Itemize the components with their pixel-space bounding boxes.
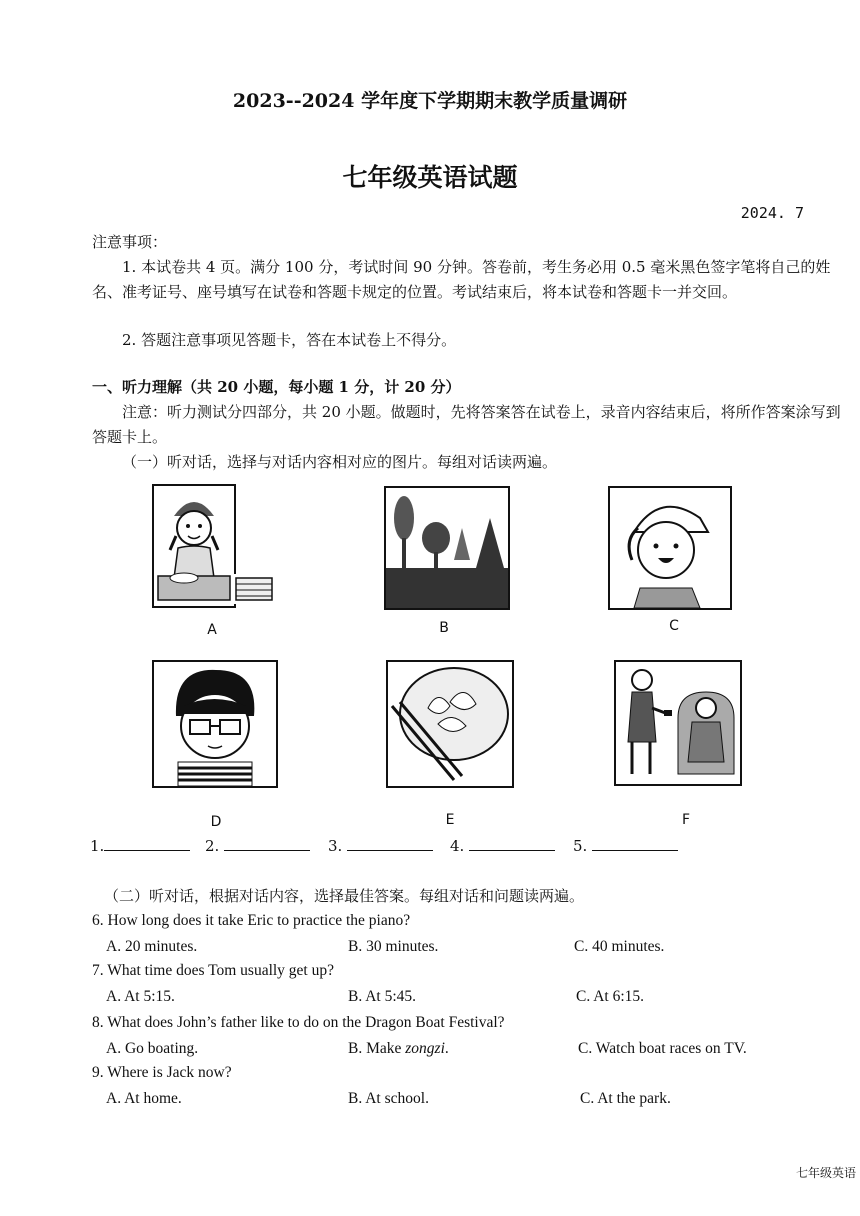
answer-blank-2: 2. xyxy=(205,836,310,855)
serving-grandmother-icon xyxy=(616,662,740,784)
picture-c xyxy=(608,486,732,610)
picture-f xyxy=(614,660,742,786)
boy-with-cap-icon xyxy=(610,488,730,608)
dumplings-icon xyxy=(388,662,512,786)
picture-c-label: C xyxy=(669,618,679,634)
question-8-option-a: A. Go boating. xyxy=(106,1040,199,1057)
picture-a-label: A xyxy=(207,622,217,638)
girl-washing-dishes-icon xyxy=(154,486,234,606)
picture-b-label: B xyxy=(439,620,449,636)
question-7-option-b: B. At 5:45. xyxy=(348,988,417,1005)
boy-with-glasses-icon xyxy=(154,662,276,786)
question-7-option-c: C. At 6:15. xyxy=(576,988,645,1005)
answer-blank-1: 1. xyxy=(90,836,190,855)
part1-instruction: （一）听对话，选择与对话内容相对应的图片。每组对话读两遍。 xyxy=(122,453,558,471)
question-6-option-b: B. 30 minutes. xyxy=(348,938,439,955)
exam-date: 2024. 7 xyxy=(740,204,804,222)
plates-stack xyxy=(234,574,274,604)
question-9: 9. Where is Jack now? xyxy=(92,1064,232,1081)
question-9-option-c: C. At the park. xyxy=(580,1090,671,1107)
section-heading: 一、听力理解（共 20 小题，每小题 1 分，计 20 分） xyxy=(92,378,461,396)
question-6: 6. How long does it take Eric to practice the piano? xyxy=(92,912,411,929)
question-6-option-c: C. 40 minutes. xyxy=(574,938,665,955)
notes-item-2: 2. 答题注意事项见答题卡，答在本试卷上不得分。 xyxy=(122,331,457,349)
answer-blank-5: 5. xyxy=(573,836,678,855)
picture-b xyxy=(384,486,510,610)
trees-icon xyxy=(386,488,508,608)
answer-blank-3: 3. xyxy=(328,836,433,855)
part2-instruction: （二）听对话，根据对话内容，选择最佳答案。每组对话和问题读两遍。 xyxy=(104,887,585,905)
picture-a xyxy=(152,484,236,608)
picture-e xyxy=(386,660,514,788)
question-9-option-a: A. At home. xyxy=(106,1090,182,1107)
question-7-option-a: A. At 5:15. xyxy=(106,988,175,1005)
section-note: 注意：听力测试分四部分，共 20 小题。做题时，先将答案答在试卷上，录音内容结束后，将所作答案涂写到答题卡上。 xyxy=(92,403,841,446)
answer-blank-4: 4. xyxy=(450,836,555,855)
question-8: 8. What does John’s father like to do on the Dragon Boat Festival? xyxy=(92,1014,505,1031)
question-9-option-b: B. At school. xyxy=(348,1090,429,1107)
question-8-option-c: C. Watch boat races on TV. xyxy=(578,1040,747,1057)
question-7: 7. What time does Tom usually get up? xyxy=(92,962,334,979)
question-6-option-a: A. 20 minutes. xyxy=(106,938,198,955)
picture-e-label: E xyxy=(445,812,455,828)
page-footer: 七年级英语 xyxy=(795,1166,856,1180)
zongzi-italic: zongzi xyxy=(405,1040,445,1057)
exam-header-title: 2023--2024 学年度下学期期末教学质量调研 xyxy=(232,90,628,112)
picture-f-label: F xyxy=(681,812,691,828)
notes-heading: 注意事项： xyxy=(92,233,168,251)
question-8-option-b: B. Make zongzi. xyxy=(348,1040,449,1057)
picture-d xyxy=(152,660,278,788)
exam-subject-title: 七年级英语试题 xyxy=(342,163,518,192)
picture-d-label: D xyxy=(210,814,222,830)
notes-item-1: 1. 本试卷共 4 页。满分 100 分，考试时间 90 分钟。答卷前，考生务必用 0.5 毫米黑色签字笔将自己的姓名、准考证号、座号填写在试卷和答题卡规定的位置。考试结束后，将本试卷和答题卡一并交回。 xyxy=(92,258,831,301)
